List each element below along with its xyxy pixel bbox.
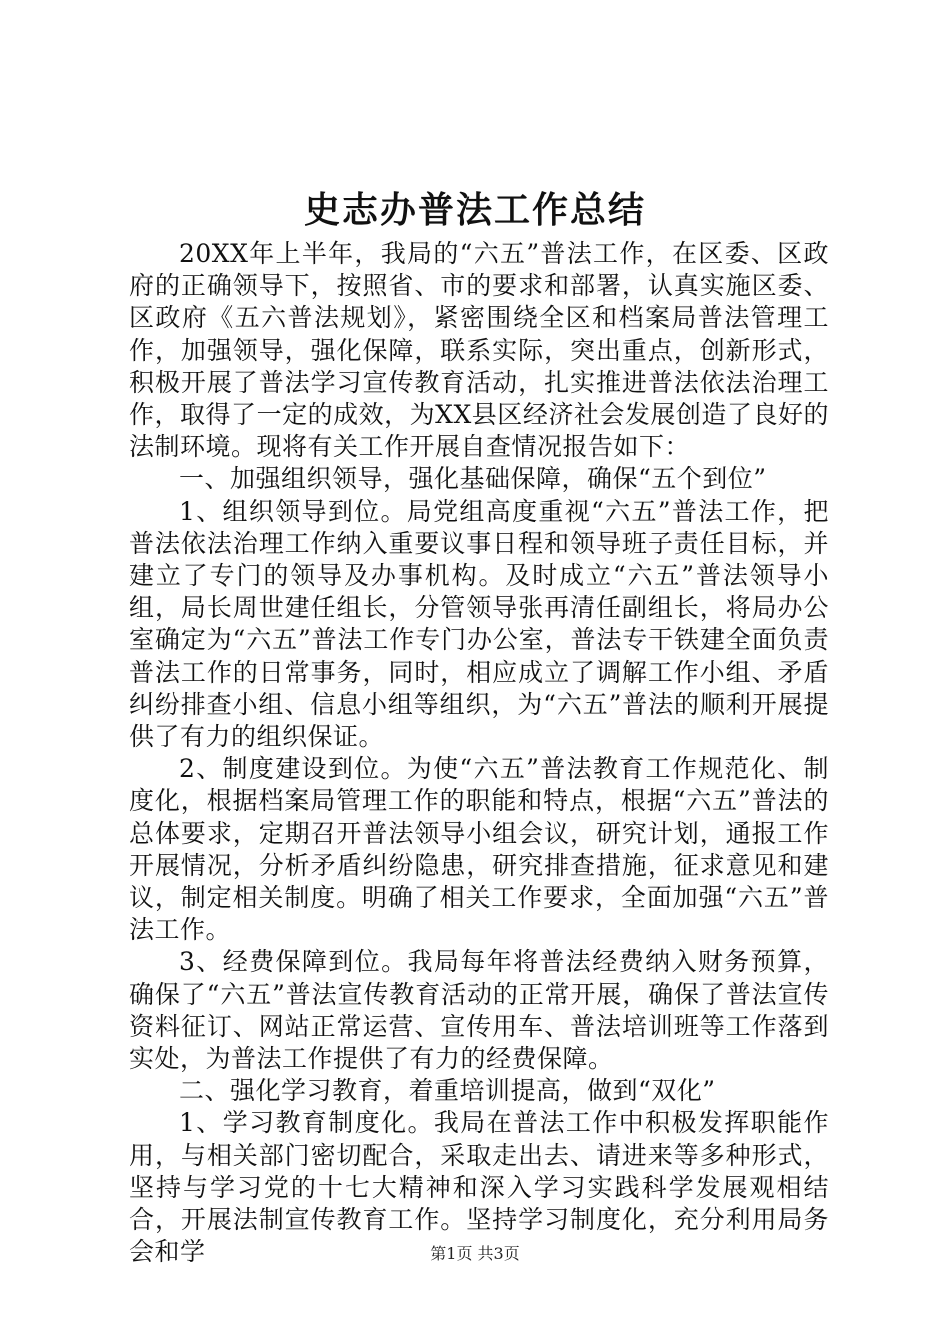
section-heading-1: 一、加强组织领导，强化基础保障，确保“五个到位” xyxy=(179,464,767,494)
paragraph-study-education: 1、学习教育制度化。我局在普法工作中积极发挥职能作用，与相关部门密切配合，采取走出去、请进来等多种形式，坚持与学习党的十七大精神和深入学习实践科学发展观相结合，开展法制宣传教育工作。坚持学习制度化，充分利用局务会和学 xyxy=(129,1108,829,1267)
document-body xyxy=(129,238,829,1269)
document-title: 史志办普法工作总结 xyxy=(303,189,646,231)
page-footer: 第1页 共3页 xyxy=(430,1244,520,1263)
paragraph-organization: 1、组织领导到位。局党组高度重视“六五”普法工作，把普法依法治理工作纳入重要议事日程和领导班子责任目标，并建立了专门的领导及办事机构。及时成立“六五”普法领导小组，局长周世建任组长，分管领导张再清任副组长，将局办公室确定为“六五”普法工作专门办公室，普法专干铁建全面负责普法工作的日常事务，同时，相应成立了调解工作小组、矛盾纠纷排查小组、信息小组等组织，为“六五”普法的顺利开展提供了有力的组织保证。 xyxy=(129,496,829,752)
intro-paragraph: 20XX年上半年，我局的“六五”普法工作，在区委、区政府的正确领导下，按照省、市的要求和部署，认真实施区委、区政府《五六普法规划》，紧密围绕全区和档案局普法管理工作，加强领导，强化保障，联系实际，突出重点，创新形式，积极开展了普法学习宣传教育活动，扎实推进普法依法治理工作，取得了一定的成效，为XX县区经济社会发展创造了良好的法制环境。现将有关工作开展自查情况报告如下： xyxy=(129,239,829,462)
paragraph-funding: 3、经费保障到位。我局每年将普法经费纳入财务预算，确保了“六五”普法宣传教育活动的正常开展，确保了普法宣传资料征订、网站正常运营、宣传用车、普法培训班等工作落到实处，为普法工作提供了有力的经费保障。 xyxy=(129,947,829,1074)
paragraph-system-building: 2、制度建设到位。为使“六五”普法教育工作规范化、制度化，根据档案局管理工作的职能和特点，根据“六五”普法的总体要求，定期召开普法领导小组会议，研究计划，通报工作开展情况，分析矛盾纠纷隐患，研究排查措施，征求意见和建议，制定相关制度。明确了相关工作要求，全面加强“六五”普法工作。 xyxy=(129,754,829,945)
section-heading-2: 二、强化学习教育，着重培训提高，做到“双化” xyxy=(179,1076,716,1106)
